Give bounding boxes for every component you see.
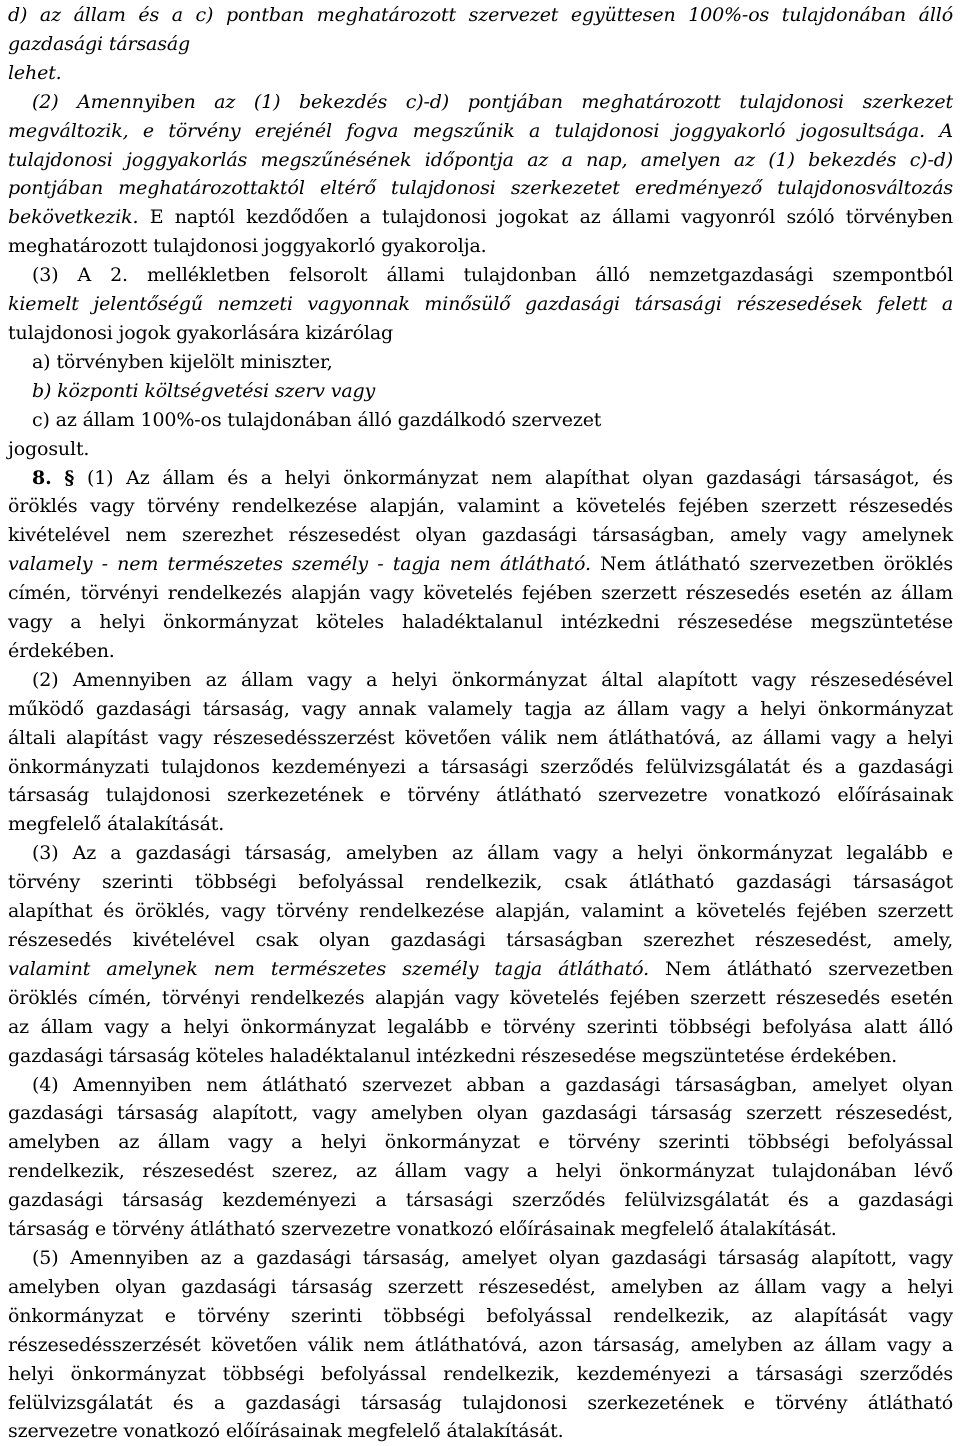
text-line: kiemelt jelentőségű nemzeti vagyonnak minősülő gazdasági társasági részesedések felett a [8, 293, 953, 316]
text-line: jogosult. [8, 437, 90, 460]
text-line: amelyben olyan gazdasági társaság szerzett részesedést, amelyben az állam vagy a helyi [8, 1275, 953, 1298]
text-line: az állam vagy a helyi önkormányzat legalább e törvény szerinti többségi befolyása alatt álló [8, 1015, 953, 1038]
text-span: E naptól kezdődően a tulajdonosi jogokat az állami vagyonról szóló törvényben [138, 206, 953, 229]
text-line: amelyben az állam vagy a helyi önkormányzat e törvény szerinti többségi befolyással [8, 1131, 953, 1154]
text-line [8, 203, 953, 232]
text-line: érdekében. [8, 639, 115, 662]
text-line: (2) Amennyiben az (1) bekezdés c)-d) pontjában meghatározott tulajdonosi szerkezet [32, 90, 953, 113]
section-number: 8. [32, 466, 52, 489]
text-line: tulajdonosi joggyakorlás megszűnésének időpontja az a nap, amelyen az (1) bekezdés c)-d) [8, 148, 953, 171]
text-line: rendelkezik, részesedést szerez, az állam vagy a helyi önkormányzat tulajdonában lévő [8, 1160, 953, 1183]
text-line: működő gazdasági társaság, vagy annak valamely tagja az állam vagy a helyi önkormányzat [8, 697, 953, 720]
text-line: megfelelő átalakítását. [8, 813, 225, 836]
text-line [8, 955, 953, 984]
text-line: öröklés vagy törvény rendelkezése alapján, valamint a követelés fejében szerzett részesedés [8, 495, 953, 518]
text-line: törvény szerinti többségi befolyással rendelkezik, csak átlátható gazdasági társaságot [8, 871, 953, 894]
text-line: pontjában meghatározottaktól eltérő tulajdonosi szerkezetet eredményező tulajdonosváltozás [8, 177, 953, 200]
text-line: (2) Amennyiben az állam vagy a helyi önkormányzat által alapított vagy részesedésével [32, 668, 953, 691]
text-line: részesedés kivételével csak olyan gazdasági társaságban szerezhet részesedést, amely, [8, 929, 953, 951]
text-line: alapíthat és öröklés, vagy törvény rendelkezése alapján, valamint a követelés fejében szerzett [8, 900, 953, 923]
text-line: gazdasági társaság [8, 32, 191, 55]
text-span: valamely - nem természetes személy - tagja nem átlátható. [8, 553, 591, 576]
text-line: önkormányzat e törvény szerinti többségi befolyással rendelkezik, az alapítását vagy [8, 1304, 953, 1327]
text-span: Nem átlátható szervezetben [649, 957, 953, 980]
text-line: d) az állam és a c) pontban meghatározott szervezet együttesen 100%-os tulajdonában álló [8, 4, 953, 26]
text-line: (5) Amennyiben az a gazdasági társaság, amelyet olyan gazdasági társaság alapított, vagy [32, 1246, 953, 1269]
text-line: önkormányzati tulajdonos kezdeményezi a társasági szerződés felülvizsgálatát és a gazdasági [8, 755, 953, 778]
text-line [8, 550, 953, 579]
text-line: lehet. [8, 61, 62, 84]
text-line: öröklés címén, törvényi rendelkezés alapján vagy követelés fejében szerzett részesedés esetén [8, 986, 953, 1009]
text-line: b) központi költségvetési szerv vagy [32, 379, 376, 402]
text-line: vagy a helyi önkormányzat köteles haladéktalanul intézkedni részesedése megszüntetése [8, 611, 953, 634]
text-line: társaság tulajdonosi szerkezetének e törvény átlátható szervezetre vonatkozó előírásainak [8, 784, 953, 807]
text-line: gazdasági társaság alapított, vagy amelyben olyan gazdasági társaság szerzett részesedést, [8, 1102, 953, 1125]
text-line: (3) Az a gazdasági társaság, amelyben az állam vagy a helyi önkormányzat legalább e [32, 842, 953, 865]
section-heading-line [8, 464, 953, 493]
text-line: gazdasági társaság kezdeményezi a társasági szerződés felülvizsgálatát és a gazdasági [8, 1189, 953, 1212]
text-line: megváltozik, e törvény erejénél fogva megszűnik a tulajdonosi joggyakorló jogosultsága. A [8, 119, 953, 142]
text-span: (1) Az állam és a helyi önkormányzat nem alapíthat olyan gazdasági társaságot, és [86, 466, 954, 489]
text-line: szervezetre vonatkozó előírásainak megfelelő átalakítását. [8, 1420, 564, 1443]
text-line: (4) Amennyiben nem átlátható szervezet abban a gazdasági társaságban, amelyet olyan [32, 1073, 953, 1096]
text-line: a) törvényben kijelölt miniszter, [32, 350, 333, 373]
text-line: gazdasági társaság köteles haladéktalanul intézkedni részesedése megszüntetése érdekében. [8, 1044, 898, 1067]
text-span: Nem átlátható szervezetben öröklés [590, 553, 953, 576]
text-span: bekövetkezik. [8, 206, 139, 229]
text-line: címén, törvényi rendelkezés alapján vagy követelés fejében szerzett részesedés esetén az állam [8, 582, 953, 605]
text-line: általi alapítást vagy részesedésszerzést követően válik nem átláthatóvá, az állami vagy a helyi [8, 726, 953, 749]
text-line: meghatározott tulajdonosi joggyakorló gyakorolja. [8, 235, 487, 258]
text-span: valamint amelynek nem természetes személy tagja átlátható. [8, 957, 650, 980]
text-line: részesedésszerzését követően válik nem átláthatóvá, azon társaság, amelyben az állam vagy a [8, 1333, 953, 1356]
text-line: kivételével nem szerezhet részesedést olyan gazdasági társaságban, amely vagy amelynek [8, 524, 953, 547]
text-line: helyi önkormányzat többségi befolyással rendelkezik, kezdeményezi a társasági szerződés [8, 1362, 953, 1385]
text-line: tulajdonosi jogok gyakorlására kizárólag [8, 321, 394, 344]
text-line: felülvizsgálatát és a gazdasági társaság tulajdonosi szerkezetének e törvény átlátható [8, 1391, 953, 1414]
text-line: társaság e törvény átlátható szervezetre vonatkozó előírásainak megfelelő átalakítását. [8, 1218, 837, 1241]
section-sign: § [64, 466, 75, 489]
text-line: c) az állam 100%-os tulajdonában álló gazdálkodó szervezet [32, 408, 602, 431]
text-line: (3) A 2. mellékletben felsorolt állami tulajdonban álló nemzetgazdasági szempontból [32, 264, 953, 287]
